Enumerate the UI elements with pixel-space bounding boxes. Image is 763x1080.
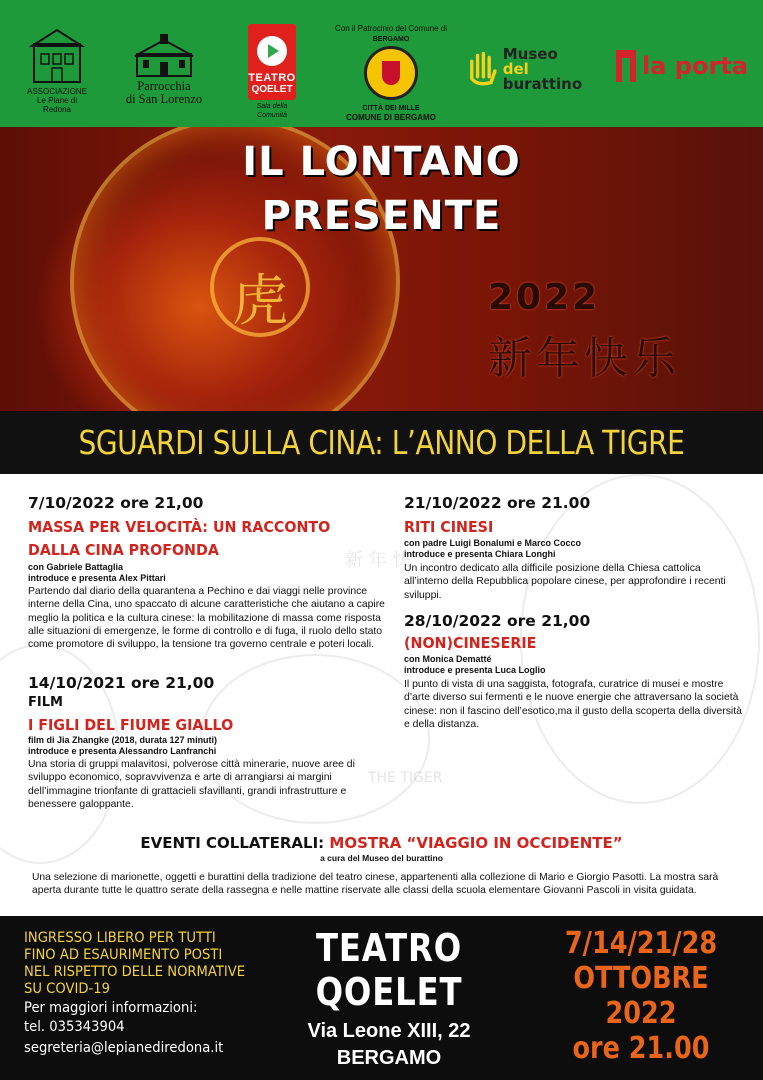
event-4 (404, 612, 748, 731)
event-3-description: Un incontro dedicato alla difficile posizione della Chiesa cattolica all’interno della Repubblica popolare cinese, per approfondire i recenti sviluppi. (404, 563, 726, 601)
teatro-qoelet-logo (246, 14, 298, 120)
event-2-title: I FIGLI DEL FIUME GIALLO (28, 716, 234, 734)
parish-caption-2: di San Lorenzo (125, 92, 203, 106)
collateral-events (0, 834, 763, 863)
museo-burattino-word: burattino (502, 74, 583, 93)
event-3-credit-2: introduce e presenta Chiara Longhi (404, 549, 556, 559)
bergamo-caption: COMUNE DI BERGAMO (346, 113, 436, 122)
footer-venue (258, 926, 520, 1070)
teatro-caption: Sala della Comunità (256, 103, 288, 119)
footer-line-1: INGRESSO LIBERO PER TUTTI (24, 930, 216, 946)
collateral-title: MOSTRA “VIAGGIO IN OCCIDENTE” (329, 834, 623, 852)
program-section (0, 474, 763, 916)
subtitle-band (0, 411, 763, 474)
event-1-title-2: DALLA CINA PROFONDA (28, 541, 219, 559)
bergamo-crest-icon (364, 46, 418, 100)
footer-line-4: SU COVID-19 (24, 981, 110, 997)
watermark-chinese: 新 年 快 (345, 550, 411, 571)
footer (0, 916, 763, 1080)
event-2-kind: FILM (28, 695, 63, 710)
patronage-text: Con il Patrocinio del Comune di (334, 24, 448, 33)
footer-line-5: Per maggiori informazioni: (24, 1000, 198, 1016)
teatro-badge-line2: QOELET (251, 84, 293, 95)
event-1-date: 7/10/2022 ore 21,00 (28, 494, 204, 512)
play-icon (257, 36, 287, 66)
hero-title-line1: IL LONTANO (242, 139, 521, 185)
venue-city: BERGAMO (336, 1047, 442, 1069)
event-4-title: (NON)CINESERIE (404, 634, 537, 652)
footer-phone: tel. 035343904 (24, 1019, 125, 1035)
church-icon (129, 34, 199, 78)
event-4-credit-1: con Monica Dematté (404, 654, 492, 664)
footer-info (24, 930, 245, 1057)
museo-word: Museo (502, 44, 558, 63)
comune-bergamo-logo (326, 10, 456, 122)
event-3 (404, 494, 748, 602)
venue-name: TEATRO QOELET (315, 926, 463, 1014)
event-1-title-1: MASSA PER VELOCITÀ: UN RACCONTO (28, 518, 331, 536)
event-2 (28, 674, 358, 811)
tiger-glyph: 虎 (232, 269, 288, 334)
collateral-description: Una selezione di marionette, oggetti e burattini della tradizione del teatro cinese, appartenenti alla collezione di Mario e Giorgio Pasotti. La mostra sarà aperta durante tutte le quattro serate della rassegna e nelle mattine riservate alle classi della scuola elementare Giovanni Pascoli in visita guidata. (32, 872, 719, 896)
la-porta-logo (608, 44, 748, 88)
museo-del: del (502, 59, 529, 78)
event-1-credit-1: con Gabriele Battaglia (28, 562, 124, 572)
parish-logo (118, 30, 210, 106)
event-1-credit-2: introduce e presenta Alex Pittari (28, 573, 166, 583)
hero-title-line2: PRESENTE (261, 193, 502, 239)
event-4-date: 28/10/2022 ore 21,00 (404, 612, 591, 630)
association-caption-2: Le Piane di Redona (36, 96, 78, 114)
event-2-credit-2: introduce e presenta Alessandro Lanfranchi (28, 746, 217, 756)
event-3-credit-1: con padre Luigi Bonalumi e Marco Cocco (404, 538, 582, 548)
event-2-date: 14/10/2021 ore 21,00 (28, 674, 215, 692)
event-1 (28, 494, 388, 651)
hero-year: 2022 (488, 277, 601, 318)
hand-icon (466, 49, 501, 89)
venue-address: Via Leone XIII, 22 (307, 1020, 471, 1042)
sponsor-bar (0, 0, 763, 127)
association-caption-1: ASSOCIAZIONE (26, 87, 87, 96)
hero-chinese-greeting: 新年快乐 (488, 333, 680, 384)
teatro-badge-line1: TEATRO (248, 72, 296, 84)
door-icon (614, 48, 638, 84)
event-3-title: RITI CINESI (404, 518, 494, 536)
bergamo-ring-bottom: CITTÀ DEI MILLE (362, 105, 420, 112)
la-porta-text: la porta (642, 52, 748, 80)
collateral-curator: a cura del Museo del burattino (320, 853, 443, 863)
parish-caption-1: Parrocchia (137, 79, 191, 93)
event-3-date: 21/10/2022 ore 21.00 (404, 494, 591, 512)
footer-email[interactable]: segreteria@lepianediredona.it (24, 1040, 224, 1056)
hero-banner (0, 127, 763, 411)
event-2-credit-1: film di Jia Zhangke (2018, durata 127 minuti) (28, 735, 218, 745)
footer-dates (530, 926, 752, 1066)
watermark-english: THE TIGER (368, 770, 443, 786)
house-icon (29, 26, 85, 84)
event-1-description: Partendo dal diario della quarantena a Pechino e dai viaggi nelle province interne della Cina, uno spaccato di alcune caratteristiche che aiutano a capire meglio la politica e la cultura cinese: la mobilitazione di massa come risposta alle situazioni di emergenze, le forme di controllo e di fuga, il ruolo dello stato come promotore di sviluppo, la tensione tra governo centrale e poteri locali. (28, 586, 385, 651)
museo-burattino-logo (466, 44, 586, 94)
footer-line-3: NEL RISPETTO DELLE NORMATIVE (24, 964, 246, 980)
footer-time: ore 21.00 (572, 1031, 710, 1066)
footer-days: 7/14/21/28 (564, 926, 718, 961)
event-4-description: Il punto di vista di una saggista, fotografa, curatrice di musei e mostre d’arte diverso sui fermenti e le nuove energie che attraversano la società cinese: non il fascino dell’esotico,ma il gusto della scoperta della diversità e della distanza. (404, 679, 742, 730)
association-logo (22, 24, 92, 114)
event-4-credit-2: introduce e presenta Luca Loglio (404, 665, 546, 675)
collateral-label: EVENTI COLLATERALI: (140, 834, 325, 852)
footer-month: OTTOBRE 2022 (573, 961, 709, 1031)
subtitle-text: SGUARDI SULLA CINA: L’ANNO DELLA TIGRE (78, 423, 685, 462)
footer-line-2: FINO AD ESAURIMENTO POSTI (24, 947, 223, 963)
teatro-badge (248, 24, 296, 100)
event-2-description: Una storia di gruppi malavitosi, polverose città minerarie, nuove aree di sviluppo economico, sopravvivenza e arte di arrangiarsi ai margini dell’immagine trionfante di grattacieli sfavillanti, grandi infrastrutture e benessere galoppante. (28, 759, 355, 810)
bergamo-ring-top: BERGAMO (372, 36, 410, 43)
